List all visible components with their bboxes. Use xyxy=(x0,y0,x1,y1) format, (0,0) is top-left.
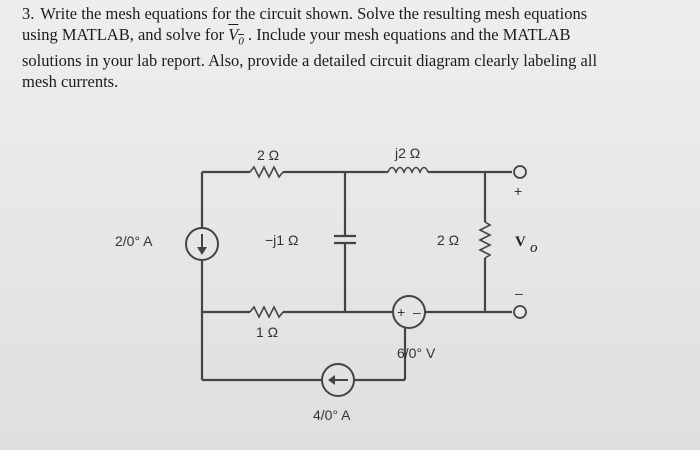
problem-line-3: solutions in your lab report. Also, provide a detailed circuit diagram clearly labeling all xyxy=(22,51,598,71)
label-cap: −j1 Ω xyxy=(265,232,299,248)
label-vsource: 6/0° V xyxy=(397,345,436,361)
problem-number: 3. xyxy=(22,4,35,23)
resistor-right-2ohm xyxy=(480,222,490,258)
problem-line-2: using MATLAB, and solve for $V_0$ . Include your mesh equations and the MATLAB xyxy=(22,24,571,47)
label-src-bottom: 4/0° A xyxy=(313,407,351,423)
output-minus: – xyxy=(515,285,523,301)
resistor-top-2ohm xyxy=(250,167,283,177)
label-src-left: 2/0° A xyxy=(115,233,153,249)
problem-line-1: 3. Write the mesh equations for the circuit shown. Solve the resulting mesh equations xyxy=(22,4,588,23)
resistor-bottom-1ohm xyxy=(250,307,283,317)
label-r-top: 2 Ω xyxy=(257,147,280,163)
arrow-left-head xyxy=(328,375,335,385)
vsource-plus: + xyxy=(397,304,406,320)
terminal-top xyxy=(514,166,526,178)
problem-line-4: mesh currents. xyxy=(22,71,119,91)
arrow-down-head xyxy=(197,247,207,255)
terminal-bottom xyxy=(514,306,526,318)
label-l-top: j2 Ω xyxy=(395,145,421,161)
vsource-minus: – xyxy=(413,304,421,320)
output-voltage-sub: o xyxy=(530,240,538,256)
inductor-j2 xyxy=(388,168,428,173)
label-r-bottom: 1 Ω xyxy=(256,324,279,340)
vo-symbol: $V_0$ xyxy=(228,24,244,47)
output-plus: + xyxy=(514,183,523,199)
output-voltage-label: V xyxy=(515,234,526,250)
label-r-right: 2 Ω xyxy=(437,232,460,248)
